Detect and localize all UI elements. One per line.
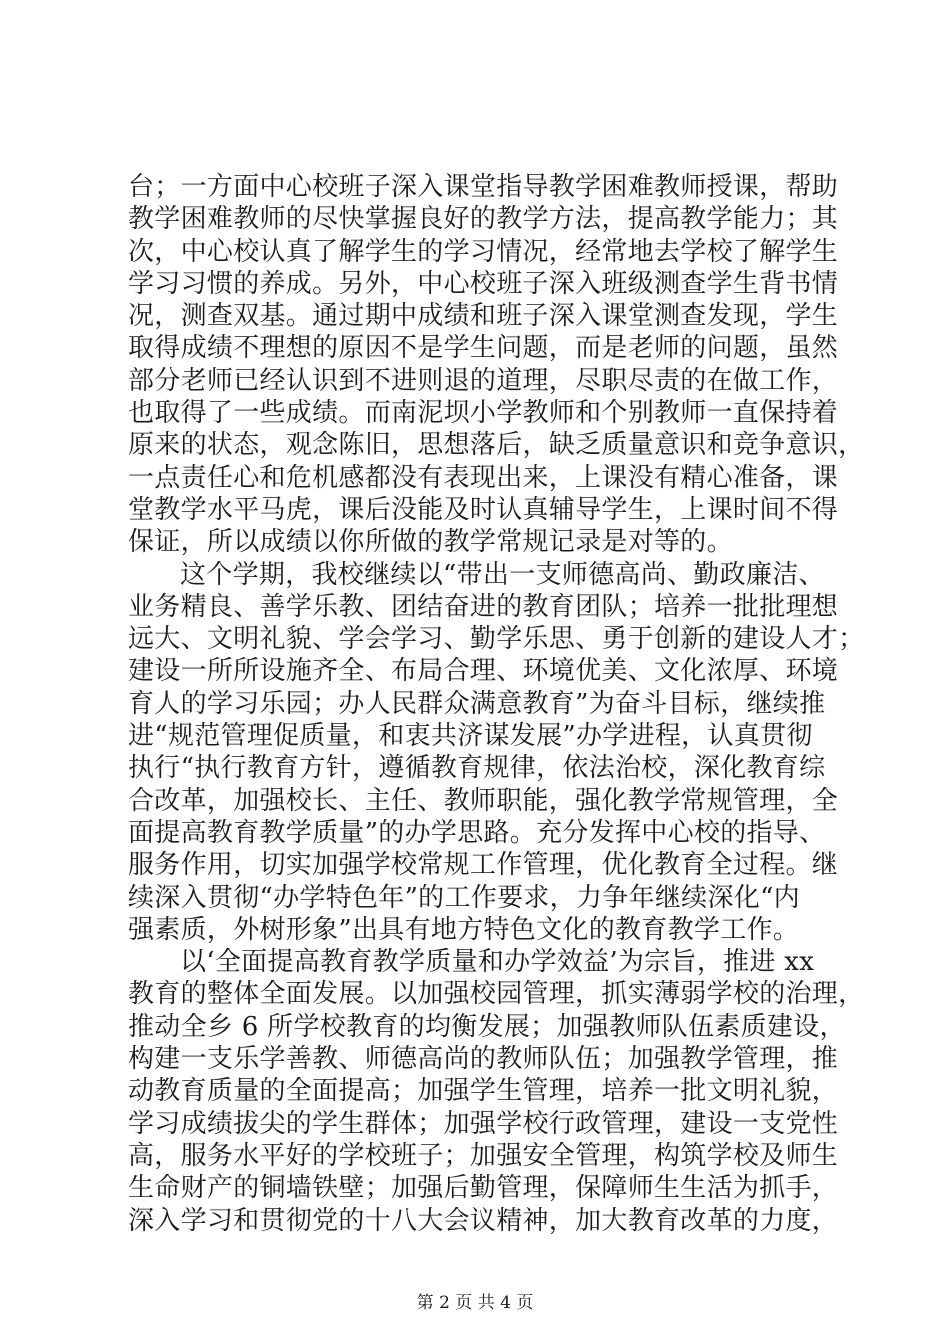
text-line: 次，中心校认真了解学生的学习情况，经常地去学校了解学生 [128, 236, 839, 267]
text-line: 育人的学习乐园；办人民群众满意教育”为奋斗目标，继续推 [128, 688, 826, 719]
text-line: 进“规范管理促质量，和衷共济谋发展”办学进程，认真贯彻 [128, 721, 813, 752]
paragraph-3 [128, 946, 865, 1237]
text-line: 执行“执行教育方针，遵循教育规律，依法治校，深化教育综 [128, 753, 826, 784]
text-line: 台；一方面中心校班子深入课堂指导教学困难教师授课，帮助 [128, 172, 839, 202]
text-line: 学习习惯的养成。另外，中心校班子深入班级测查学生背书情 [128, 268, 839, 299]
text-line: 高，服务水平好的学校班子；加强安全管理，构筑学校及师生 [128, 1140, 839, 1171]
paragraph-1 [128, 171, 865, 559]
text-line: 远大、文明礼貌、学会学习、勤学乐思、勇于创新的建设人才； [128, 624, 865, 655]
text-line: 深入学习和贯彻党的十八大会议精神，加大教育改革的力度， [128, 1205, 839, 1236]
text-line: 业务精良、善学乐教、团结奋进的教育团队；培养一批批理想 [128, 591, 839, 622]
text-line: 强素质，外树形象”出具有地方特色文化的教育教学工作。 [128, 914, 800, 945]
text-line: 保证，所以成绩以你所做的教学常规记录是对等的。 [128, 527, 733, 558]
text-line: 也取得了一些成绩。而南泥坝小学教师和个别教师一直保持着 [128, 398, 839, 429]
text-line: 服务作用，切实加强学校常规工作管理，优化教育全过程。继 [128, 850, 839, 881]
text-line: 建设一所所设施齐全、布局合理、环境优美、文化浓厚、环境 [128, 656, 839, 687]
text-line: 堂教学水平马虎，课后没能及时认真辅导学生，上课时间不得 [128, 494, 839, 525]
text-line: 以‘全面提高教育教学质量和办学效益’为宗旨，推进 xx [180, 947, 815, 978]
text-line: 教育的整体全面发展。以加强校园管理，抓实薄弱学校的治理， [128, 979, 865, 1010]
text-line: 构建一支乐学善教、师德高尚的教师队伍；加强教学管理，推 [128, 1044, 839, 1075]
page-footer: 第 2 页 共 4 页 [416, 1293, 534, 1313]
text-line: 一点责任心和危机感都没有表现出来，上课没有精心准备，课 [128, 462, 839, 493]
text-line: 续深入贯彻“办学特色年”的工作要求，力争年继续深化“内 [128, 882, 800, 913]
text-line: 学习成绩拔尖的学生群体；加强学校行政管理，建设一支党性 [128, 1108, 839, 1139]
text-line: 推动全乡 6 所学校教育的均衡发展；加强教师队伍素质建设， [128, 1011, 846, 1042]
text-line: 教学困难教师的尽快掌握良好的教学方法，提高教学能力；其 [128, 204, 839, 235]
text-line: 况，测查双基。通过期中成绩和班子深入课堂测查发现，学生 [128, 301, 839, 332]
text-line: 取得成绩不理想的原因不是学生问题，而是老师的问题，虽然 [128, 333, 839, 364]
text-line: 部分老师已经认识到不进则退的道理，尽职尽责的在做工作， [128, 365, 839, 396]
text-line: 面提高教育教学质量”的办学思路。充分发挥中心校的指导、 [128, 817, 826, 848]
text-line: 合改革，加强校长、主任、教师职能，强化教学常规管理，全 [128, 785, 839, 816]
text-line: 动教育质量的全面提高；加强学生管理，培养一批文明礼貌， [128, 1076, 839, 1107]
text-line: 这个学期，我校继续以“带出一支师德高尚、勤政廉洁、 [180, 559, 825, 590]
text-line: 生命财产的铜墙铁壁；加强后勤管理，保障师生生活为抓手， [128, 1173, 839, 1204]
document-body [128, 171, 865, 1237]
text-line: 原来的状态，观念陈旧，思想落后，缺乏质量意识和竞争意识， [128, 430, 865, 461]
paragraph-2 [128, 559, 865, 947]
